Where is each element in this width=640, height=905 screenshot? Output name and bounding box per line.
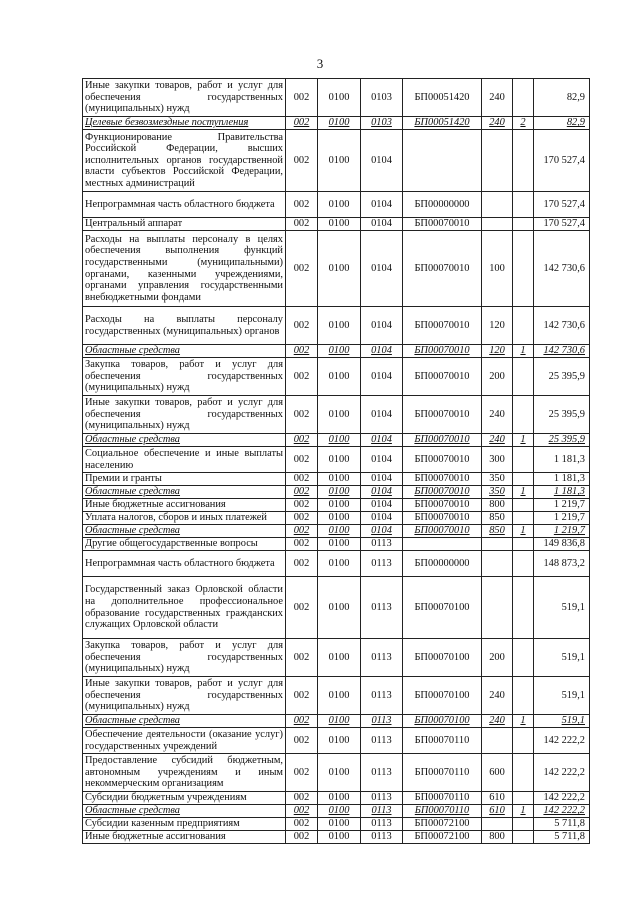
- amount-cell: 170 527,4: [534, 218, 590, 231]
- row-name-cell: Расходы на выплаты персоналу в целях обеспечения выполнения функций государственными (муниципальными) органами, казенными учреждениями, органами управления государственными внебюджетными фондами: [83, 231, 286, 307]
- expense-type-cell: 200: [482, 358, 513, 396]
- target-article-cell: БП00070110: [403, 805, 482, 818]
- expense-type-cell: 240: [482, 715, 513, 728]
- table-row: [83, 358, 590, 396]
- section-code-cell: 0100: [318, 231, 361, 307]
- expense-type-cell: 610: [482, 792, 513, 805]
- target-article-cell: БП00070010: [403, 486, 482, 499]
- grbs-code-cell: 002: [286, 447, 318, 473]
- expense-type-cell: 300: [482, 447, 513, 473]
- funding-source-cell: [513, 192, 534, 218]
- target-article-cell: [403, 538, 482, 551]
- section-code-cell: 0100: [318, 677, 361, 715]
- grbs-code-cell: 002: [286, 715, 318, 728]
- target-article-cell: БП00070010: [403, 358, 482, 396]
- table-row: [83, 486, 590, 499]
- amount-cell: 142 730,6: [534, 231, 590, 307]
- subsection-code-cell: 0113: [361, 538, 403, 551]
- grbs-code-cell: 002: [286, 79, 318, 117]
- row-name-cell: Областные средства: [83, 715, 286, 728]
- grbs-code-cell: 002: [286, 218, 318, 231]
- target-article-cell: БП00051420: [403, 79, 482, 117]
- funding-source-cell: [513, 831, 534, 844]
- row-name-cell: Социальное обеспечение и иные выплаты населению: [83, 447, 286, 473]
- row-name-cell: Непрограммная часть областного бюджета: [83, 192, 286, 218]
- expense-type-cell: 350: [482, 473, 513, 486]
- subsection-code-cell: 0113: [361, 577, 403, 639]
- grbs-code-cell: 002: [286, 577, 318, 639]
- section-code-cell: 0100: [318, 525, 361, 538]
- section-code-cell: 0100: [318, 486, 361, 499]
- funding-source-cell: 1: [513, 345, 534, 358]
- amount-cell: 1 219,7: [534, 512, 590, 525]
- funding-source-cell: [513, 447, 534, 473]
- subsection-code-cell: 0113: [361, 715, 403, 728]
- subsection-code-cell: 0113: [361, 677, 403, 715]
- subsection-code-cell: 0104: [361, 447, 403, 473]
- table-row: [83, 192, 590, 218]
- expense-type-cell: 200: [482, 639, 513, 677]
- row-name-cell: Областные средства: [83, 525, 286, 538]
- row-name-cell: Иные закупки товаров, работ и услуг для обеспечения государственных (муниципальных) нужд: [83, 677, 286, 715]
- expense-type-cell: 120: [482, 345, 513, 358]
- subsection-code-cell: 0113: [361, 818, 403, 831]
- grbs-code-cell: 002: [286, 728, 318, 754]
- amount-cell: 1 181,3: [534, 486, 590, 499]
- funding-source-cell: [513, 818, 534, 831]
- expense-type-cell: 800: [482, 499, 513, 512]
- table-row: [83, 473, 590, 486]
- row-name-cell: Функционирование Правительства Российской Федерации, высших исполнительных органов государственной власти субъектов Российской Федерации, местных администраций: [83, 130, 286, 192]
- expense-type-cell: [482, 130, 513, 192]
- row-name-cell: Областные средства: [83, 345, 286, 358]
- grbs-code-cell: 002: [286, 639, 318, 677]
- row-name-cell: Государственный заказ Орловской области на дополнительное профессиональное образование государственных гражданских служащих Орловской области: [83, 577, 286, 639]
- section-code-cell: 0100: [318, 473, 361, 486]
- row-name-cell: Иные закупки товаров, работ и услуг для обеспечения государственных (муниципальных) нужд: [83, 396, 286, 434]
- grbs-code-cell: 002: [286, 486, 318, 499]
- funding-source-cell: [513, 577, 534, 639]
- funding-source-cell: [513, 639, 534, 677]
- amount-cell: 5 711,8: [534, 831, 590, 844]
- grbs-code-cell: 002: [286, 307, 318, 345]
- expense-type-cell: 240: [482, 434, 513, 447]
- subsection-code-cell: 0104: [361, 231, 403, 307]
- funding-source-cell: 1: [513, 434, 534, 447]
- row-name-cell: Непрограммная часть областного бюджета: [83, 551, 286, 577]
- amount-cell: 1 181,3: [534, 473, 590, 486]
- target-article-cell: БП00070010: [403, 345, 482, 358]
- target-article-cell: БП00070010: [403, 447, 482, 473]
- expense-type-cell: [482, 551, 513, 577]
- funding-source-cell: 2: [513, 117, 534, 130]
- budget-table: [82, 78, 590, 844]
- section-code-cell: 0100: [318, 805, 361, 818]
- grbs-code-cell: 002: [286, 499, 318, 512]
- target-article-cell: БП00070010: [403, 525, 482, 538]
- expense-type-cell: [482, 728, 513, 754]
- row-name-cell: Уплата налогов, сборов и иных платежей: [83, 512, 286, 525]
- funding-source-cell: [513, 538, 534, 551]
- grbs-code-cell: 002: [286, 473, 318, 486]
- section-code-cell: 0100: [318, 447, 361, 473]
- section-code-cell: 0100: [318, 538, 361, 551]
- funding-source-cell: [513, 499, 534, 512]
- table-row: [83, 805, 590, 818]
- subsection-code-cell: 0104: [361, 525, 403, 538]
- amount-cell: 25 395,9: [534, 396, 590, 434]
- grbs-code-cell: 002: [286, 396, 318, 434]
- subsection-code-cell: 0104: [361, 434, 403, 447]
- target-article-cell: [403, 130, 482, 192]
- grbs-code-cell: 002: [286, 130, 318, 192]
- expense-type-cell: 120: [482, 307, 513, 345]
- expense-type-cell: [482, 818, 513, 831]
- target-article-cell: БП00070010: [403, 231, 482, 307]
- section-code-cell: 0100: [318, 818, 361, 831]
- subsection-code-cell: 0104: [361, 218, 403, 231]
- grbs-code-cell: 002: [286, 525, 318, 538]
- funding-source-cell: [513, 792, 534, 805]
- funding-source-cell: 1: [513, 525, 534, 538]
- table-row: [83, 677, 590, 715]
- target-article-cell: БП00070010: [403, 307, 482, 345]
- funding-source-cell: [513, 728, 534, 754]
- table-row: [83, 551, 590, 577]
- funding-source-cell: 1: [513, 486, 534, 499]
- section-code-cell: 0100: [318, 577, 361, 639]
- subsection-code-cell: 0113: [361, 728, 403, 754]
- funding-source-cell: 1: [513, 805, 534, 818]
- table-row: [83, 307, 590, 345]
- amount-cell: 142 222,2: [534, 728, 590, 754]
- funding-source-cell: [513, 358, 534, 396]
- expense-type-cell: [482, 192, 513, 218]
- grbs-code-cell: 002: [286, 677, 318, 715]
- section-code-cell: 0100: [318, 396, 361, 434]
- amount-cell: 142 730,6: [534, 345, 590, 358]
- funding-source-cell: [513, 79, 534, 117]
- amount-cell: 519,1: [534, 577, 590, 639]
- amount-cell: 142 222,2: [534, 805, 590, 818]
- expense-type-cell: 610: [482, 805, 513, 818]
- budget-table-body: [83, 79, 590, 844]
- grbs-code-cell: 002: [286, 754, 318, 792]
- grbs-code-cell: 002: [286, 117, 318, 130]
- target-article-cell: БП00070100: [403, 639, 482, 677]
- section-code-cell: 0100: [318, 117, 361, 130]
- amount-cell: 170 527,4: [534, 192, 590, 218]
- amount-cell: 1 219,7: [534, 525, 590, 538]
- expense-type-cell: [482, 218, 513, 231]
- row-name-cell: Субсидии казенным предприятиям: [83, 818, 286, 831]
- funding-source-cell: [513, 218, 534, 231]
- table-row: [83, 639, 590, 677]
- amount-cell: 82,9: [534, 79, 590, 117]
- section-code-cell: 0100: [318, 192, 361, 218]
- funding-source-cell: [513, 473, 534, 486]
- row-name-cell: Расходы на выплаты персоналу государственных (муниципальных) органов: [83, 307, 286, 345]
- expense-type-cell: 850: [482, 525, 513, 538]
- expense-type-cell: 240: [482, 677, 513, 715]
- target-article-cell: БП00051420: [403, 117, 482, 130]
- amount-cell: 519,1: [534, 715, 590, 728]
- table-row: [83, 345, 590, 358]
- section-code-cell: 0100: [318, 792, 361, 805]
- funding-source-cell: [513, 677, 534, 715]
- section-code-cell: 0100: [318, 551, 361, 577]
- row-name-cell: Областные средства: [83, 486, 286, 499]
- expense-type-cell: [482, 538, 513, 551]
- expense-type-cell: 350: [482, 486, 513, 499]
- target-article-cell: БП00072100: [403, 818, 482, 831]
- amount-cell: 170 527,4: [534, 130, 590, 192]
- target-article-cell: БП00070110: [403, 792, 482, 805]
- expense-type-cell: [482, 577, 513, 639]
- amount-cell: 149 836,8: [534, 538, 590, 551]
- section-code-cell: 0100: [318, 831, 361, 844]
- table-row: [83, 525, 590, 538]
- subsection-code-cell: 0104: [361, 307, 403, 345]
- amount-cell: 1 219,7: [534, 499, 590, 512]
- row-name-cell: Иные закупки товаров, работ и услуг для обеспечения государственных (муниципальных) нужд: [83, 79, 286, 117]
- table-row: [83, 538, 590, 551]
- table-row: [83, 117, 590, 130]
- section-code-cell: 0100: [318, 499, 361, 512]
- grbs-code-cell: 002: [286, 538, 318, 551]
- row-name-cell: Субсидии бюджетным учреждениям: [83, 792, 286, 805]
- section-code-cell: 0100: [318, 639, 361, 677]
- table-row: [83, 728, 590, 754]
- row-name-cell: Обеспечение деятельности (оказание услуг) государственных учреждений: [83, 728, 286, 754]
- target-article-cell: БП00070010: [403, 473, 482, 486]
- amount-cell: 519,1: [534, 639, 590, 677]
- target-article-cell: БП00070110: [403, 754, 482, 792]
- section-code-cell: 0100: [318, 715, 361, 728]
- table-row: [83, 715, 590, 728]
- amount-cell: 25 395,9: [534, 434, 590, 447]
- target-article-cell: БП00070100: [403, 577, 482, 639]
- subsection-code-cell: 0104: [361, 396, 403, 434]
- subsection-code-cell: 0113: [361, 551, 403, 577]
- subsection-code-cell: 0104: [361, 192, 403, 218]
- amount-cell: 148 873,2: [534, 551, 590, 577]
- row-name-cell: Иные бюджетные ассигнования: [83, 831, 286, 844]
- table-row: [83, 447, 590, 473]
- table-row: [83, 218, 590, 231]
- subsection-code-cell: 0103: [361, 79, 403, 117]
- amount-cell: 5 711,8: [534, 818, 590, 831]
- target-article-cell: БП00070010: [403, 218, 482, 231]
- target-article-cell: БП00070110: [403, 728, 482, 754]
- table-row: [83, 79, 590, 117]
- funding-source-cell: [513, 754, 534, 792]
- section-code-cell: 0100: [318, 345, 361, 358]
- section-code-cell: 0100: [318, 130, 361, 192]
- target-article-cell: БП00070010: [403, 396, 482, 434]
- expense-type-cell: 850: [482, 512, 513, 525]
- table-row: [83, 231, 590, 307]
- amount-cell: 142 222,2: [534, 754, 590, 792]
- row-name-cell: Областные средства: [83, 805, 286, 818]
- target-article-cell: БП00000000: [403, 551, 482, 577]
- subsection-code-cell: 0104: [361, 358, 403, 396]
- target-article-cell: БП00070100: [403, 677, 482, 715]
- expense-type-cell: 240: [482, 396, 513, 434]
- expense-type-cell: 240: [482, 117, 513, 130]
- section-code-cell: 0100: [318, 218, 361, 231]
- row-name-cell: Центральный аппарат: [83, 218, 286, 231]
- funding-source-cell: [513, 396, 534, 434]
- funding-source-cell: [513, 130, 534, 192]
- table-row: [83, 396, 590, 434]
- expense-type-cell: 100: [482, 231, 513, 307]
- subsection-code-cell: 0104: [361, 499, 403, 512]
- target-article-cell: БП00070010: [403, 512, 482, 525]
- table-row: [83, 792, 590, 805]
- table-row: [83, 754, 590, 792]
- table-row: [83, 512, 590, 525]
- amount-cell: 519,1: [534, 677, 590, 715]
- funding-source-cell: [513, 512, 534, 525]
- page-number: 3: [316, 56, 324, 71]
- table-row: [83, 831, 590, 844]
- target-article-cell: БП00072100: [403, 831, 482, 844]
- row-name-cell: Целевые безвозмездные поступления: [83, 117, 286, 130]
- subsection-code-cell: 0103: [361, 117, 403, 130]
- subsection-code-cell: 0113: [361, 831, 403, 844]
- target-article-cell: БП00070100: [403, 715, 482, 728]
- subsection-code-cell: 0104: [361, 473, 403, 486]
- amount-cell: 142 222,2: [534, 792, 590, 805]
- grbs-code-cell: 002: [286, 231, 318, 307]
- row-name-cell: Областные средства: [83, 434, 286, 447]
- amount-cell: 1 181,3: [534, 447, 590, 473]
- subsection-code-cell: 0113: [361, 805, 403, 818]
- subsection-code-cell: 0104: [361, 130, 403, 192]
- amount-cell: 142 730,6: [534, 307, 590, 345]
- table-row: [83, 434, 590, 447]
- subsection-code-cell: 0113: [361, 639, 403, 677]
- amount-cell: 82,9: [534, 117, 590, 130]
- row-name-cell: Премии и гранты: [83, 473, 286, 486]
- grbs-code-cell: 002: [286, 551, 318, 577]
- grbs-code-cell: 002: [286, 434, 318, 447]
- funding-source-cell: [513, 231, 534, 307]
- subsection-code-cell: 0113: [361, 754, 403, 792]
- amount-cell: 25 395,9: [534, 358, 590, 396]
- funding-source-cell: [513, 551, 534, 577]
- section-code-cell: 0100: [318, 512, 361, 525]
- row-name-cell: Другие общегосударственные вопросы: [83, 538, 286, 551]
- row-name-cell: Закупка товаров, работ и услуг для обеспечения государственных (муниципальных) нужд: [83, 639, 286, 677]
- section-code-cell: 0100: [318, 79, 361, 117]
- target-article-cell: БП00070010: [403, 499, 482, 512]
- table-row: [83, 577, 590, 639]
- grbs-code-cell: 002: [286, 192, 318, 218]
- section-code-cell: 0100: [318, 434, 361, 447]
- table-row: [83, 130, 590, 192]
- grbs-code-cell: 002: [286, 345, 318, 358]
- section-code-cell: 0100: [318, 754, 361, 792]
- grbs-code-cell: 002: [286, 831, 318, 844]
- subsection-code-cell: 0104: [361, 512, 403, 525]
- table-row: [83, 818, 590, 831]
- row-name-cell: Закупка товаров, работ и услуг для обеспечения государственных (муниципальных) нужд: [83, 358, 286, 396]
- funding-source-cell: [513, 307, 534, 345]
- grbs-code-cell: 002: [286, 805, 318, 818]
- grbs-code-cell: 002: [286, 358, 318, 396]
- grbs-code-cell: 002: [286, 512, 318, 525]
- target-article-cell: БП00000000: [403, 192, 482, 218]
- section-code-cell: 0100: [318, 358, 361, 396]
- target-article-cell: БП00070010: [403, 434, 482, 447]
- table-row: [83, 499, 590, 512]
- expense-type-cell: 240: [482, 79, 513, 117]
- subsection-code-cell: 0104: [361, 345, 403, 358]
- subsection-code-cell: 0113: [361, 792, 403, 805]
- row-name-cell: Предоставление субсидий бюджетным, автономным учреждениям и иным некоммерческим организациям: [83, 754, 286, 792]
- funding-source-cell: 1: [513, 715, 534, 728]
- row-name-cell: Иные бюджетные ассигнования: [83, 499, 286, 512]
- grbs-code-cell: 002: [286, 792, 318, 805]
- section-code-cell: 0100: [318, 307, 361, 345]
- grbs-code-cell: 002: [286, 818, 318, 831]
- expense-type-cell: 600: [482, 754, 513, 792]
- expense-type-cell: 800: [482, 831, 513, 844]
- section-code-cell: 0100: [318, 728, 361, 754]
- subsection-code-cell: 0104: [361, 486, 403, 499]
